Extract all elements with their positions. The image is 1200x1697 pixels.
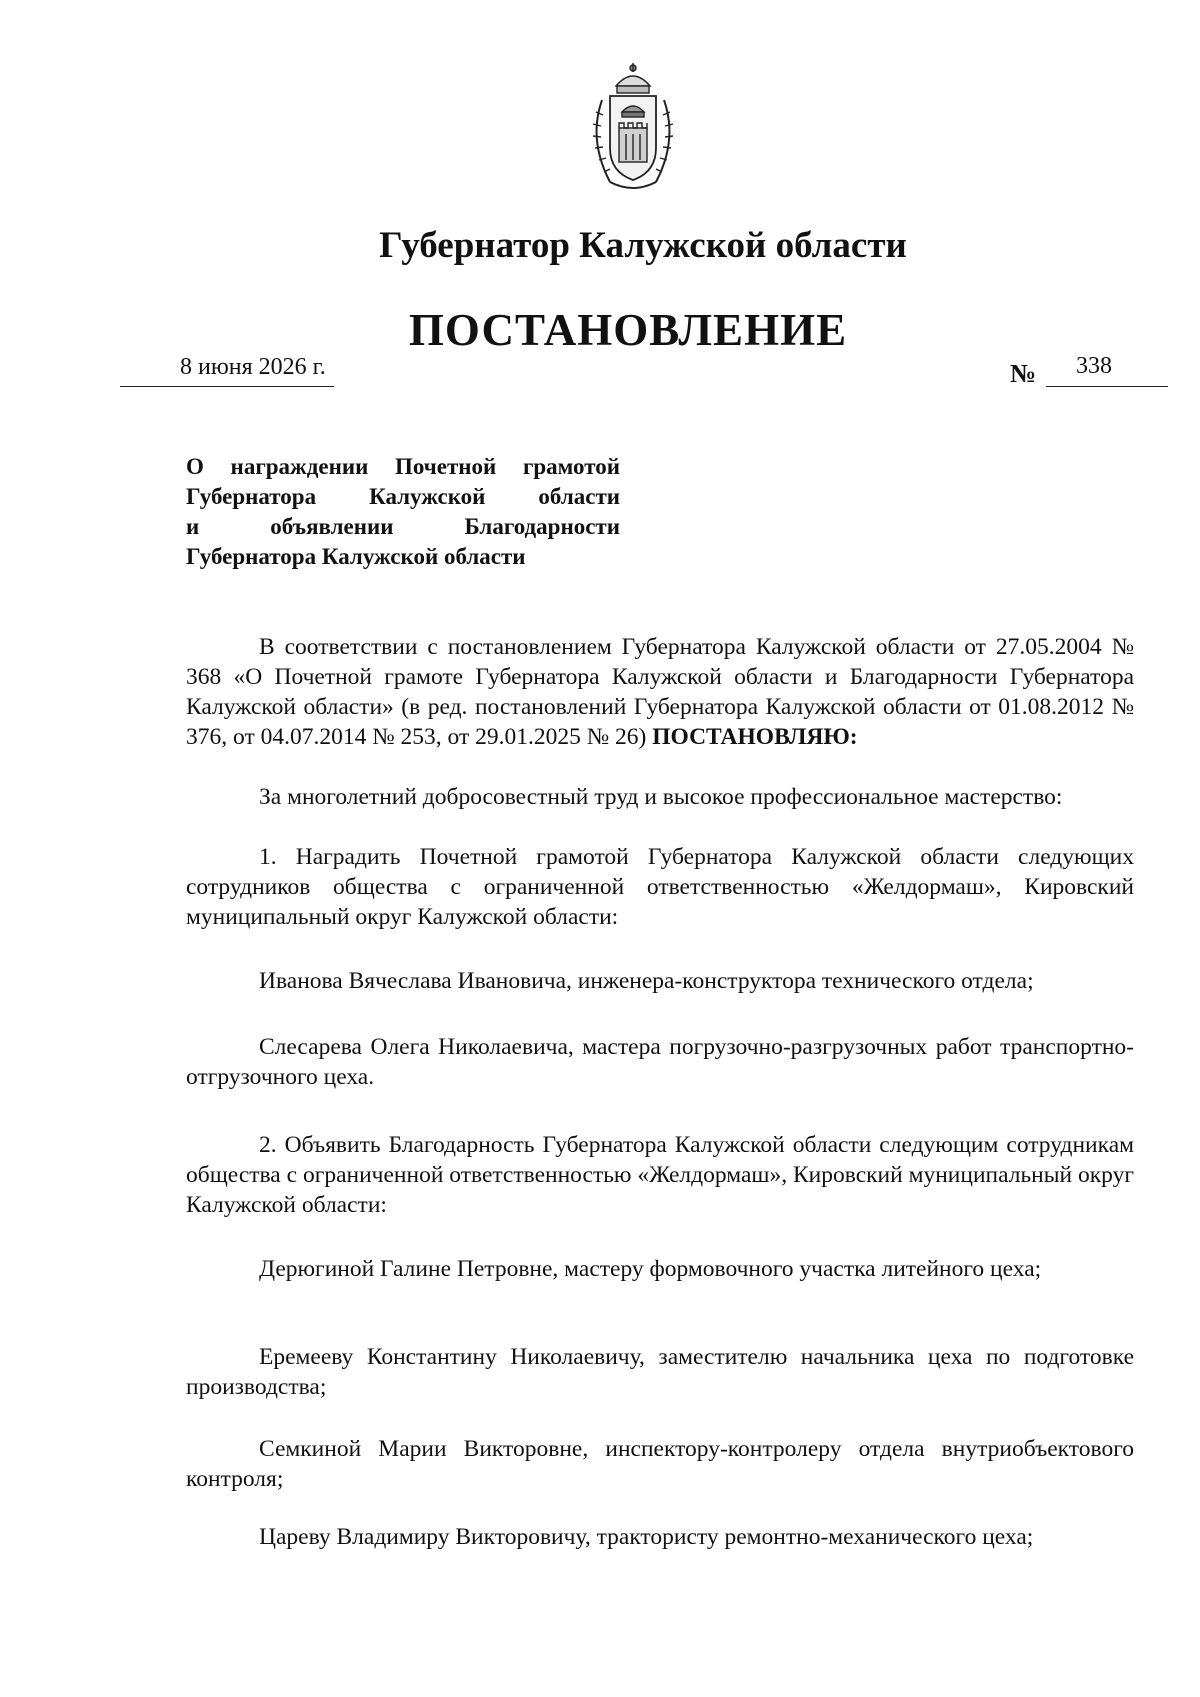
awardee-paragraph: Дерюгиной Галине Петровне, мастеру формовочного участка литейного цеха;	[259, 1256, 1042, 1282]
issuer-title: Губернатор Калужской области	[379, 225, 907, 266]
reason-paragraph: За многолетний добросовестный труд и высокое профессиональное мастерство:	[259, 784, 1063, 810]
subject-line: О награждении Почетной грамотой	[186, 454, 620, 479]
item-1-paragraph: 1. Наградить Почетной грамотой Губернатора Калужской области следующих сотрудников общества с ограниченной ответственностью «Желдормаш», Кировский муниципальный округ Калужской области:	[186, 844, 1134, 930]
number-sign: №	[1010, 359, 1037, 388]
preamble-text: В соответствии с постановлением Губернатора Калужской области от 27.05.2004 № 368 «О Почетной грамоте Губернатора Калужской области и Благодарности Губернатора Калужской области» (в ред. постановлений Губернатора Калужской области от 01.08.2012 № 376, от 04.07.2014 № 253, от 29.01.2025 № 26)	[186, 634, 1134, 750]
awardee-paragraph: Слесарева Олега Николаевича, мастера погрузочно-разгрузочных работ транспортно-отгрузочного цеха.	[186, 1034, 1134, 1090]
document-type: ПОСТАНОВЛЕНИЕ	[408, 305, 848, 355]
subject-line: Губернатора Калужской области	[186, 484, 620, 509]
document-date: 8 июня 2026 г.	[180, 354, 326, 380]
document-number: 338	[1076, 353, 1112, 379]
awardee-paragraph: Еремееву Константину Николаевичу, заместителю начальника цеха по подготовке производства;	[186, 1344, 1134, 1400]
awardee-paragraph: Цареву Владимиру Викторовичу, трактористу ремонтно-механического цеха;	[259, 1524, 1034, 1550]
number-underline	[1046, 386, 1168, 387]
preamble-paragraph	[186, 632, 1134, 752]
resolve-word: ПОСТАНОВЛЯЮ:	[652, 724, 858, 750]
awardee-paragraph: Семкиной Марии Викторовне, инспектору-контролеру отдела внутриобъектового контроля;	[186, 1436, 1134, 1492]
document-subject	[186, 452, 620, 572]
subject-line: Губернатора Калужской области	[186, 544, 526, 569]
item-2-paragraph: 2. Объявить Благодарность Губернатора Калужской области следующим сотрудникам общества с ограниченной ответственностью «Желдормаш», Кировский муниципальный округ Калужской области:	[186, 1132, 1134, 1218]
date-underline	[120, 386, 334, 387]
subject-line: и объявлении Благодарности	[186, 514, 620, 539]
awardee-paragraph: Иванова Вячеслава Ивановича, инженера-конструктора технического отдела;	[259, 968, 1034, 994]
coat-of-arms-icon	[584, 60, 682, 194]
